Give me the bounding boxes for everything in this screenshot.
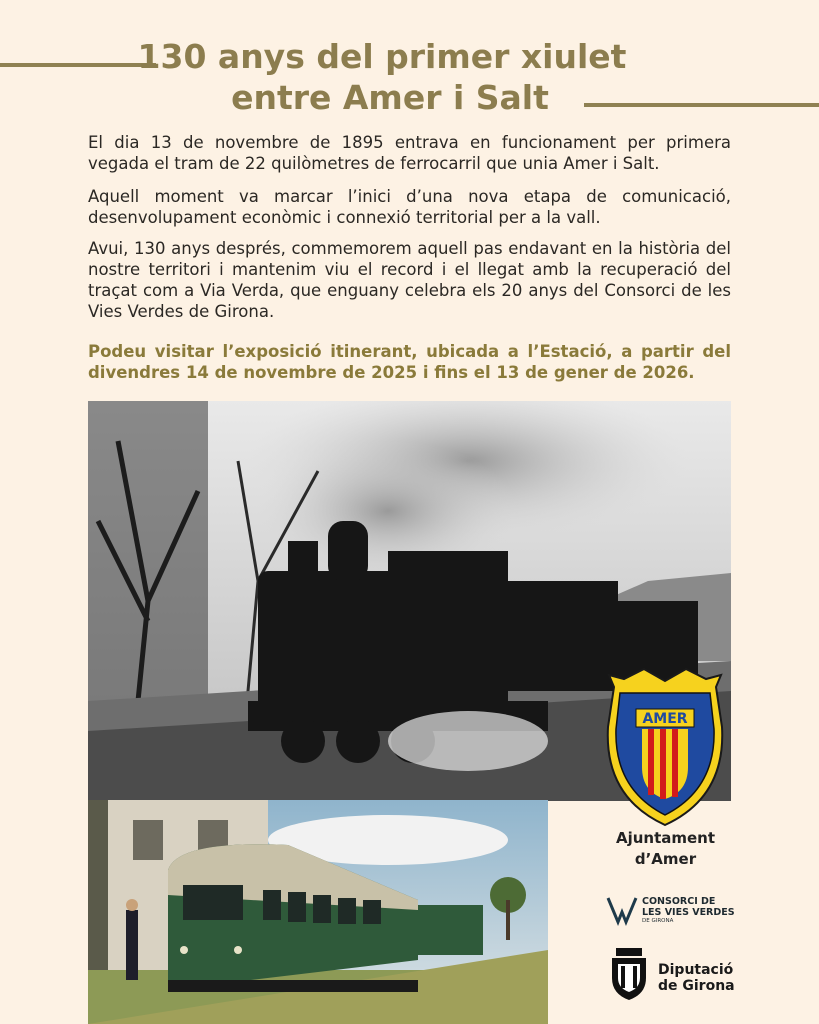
ajuntament-amer-label	[598, 828, 733, 870]
diputacio-line-1: Diputació	[658, 962, 734, 978]
diputacio-line-2: de Girona	[658, 978, 735, 994]
crest-text: AMER	[642, 711, 688, 727]
exhibition-notice: Podeu visitar l’exposició itinerant, ubicada a l’Estació, a partir del divendres 14 de novembre de 2025 i fins el 13 de gener de 2026.	[88, 342, 731, 382]
ajuntament-line-1: Ajuntament	[615, 829, 716, 847]
consorci-line-2: LES VIES VERDES	[642, 907, 735, 918]
commemoration-paragraph: Avui, 130 anys després, commemorem aquell pas endavant en la història del nostre territori i mantenim viu el record i el llegat amb la recuperació del traçat com a Via Verda, que enguany celebra els 20 anys del Consorci de les Vies Verdes de Girona.	[88, 239, 731, 321]
consorci-vies-verdes-logo	[606, 894, 736, 926]
diputacio-girona-logo	[608, 948, 738, 1002]
impact-paragraph: Aquell moment va marcar l’inici d’una nova etapa de comunicació, desenvolupament econòmic i connexió territorial per a la vall.	[88, 187, 731, 227]
intro-paragraph: El dia 13 de novembre de 1895 entrava en funcionament per primera vegada el tram de 22 quilòmetres de ferrocarril que unia Amer i Salt.	[88, 133, 731, 173]
consorci-line-1: CONSORCI DE	[642, 896, 716, 907]
vies-verdes-icon	[606, 894, 638, 926]
ajuntament-line-2: d’Amer	[634, 850, 697, 868]
page-title-line-1: 130 anys del primer xiulet	[137, 37, 627, 76]
consorci-line-3: DE GIRONA	[642, 918, 674, 924]
railcar-photo	[88, 800, 548, 1024]
diputacio-shield-icon	[608, 948, 650, 1002]
page-title-line-2: entre Amer i Salt	[231, 78, 549, 117]
amer-crest-logo	[604, 667, 726, 829]
